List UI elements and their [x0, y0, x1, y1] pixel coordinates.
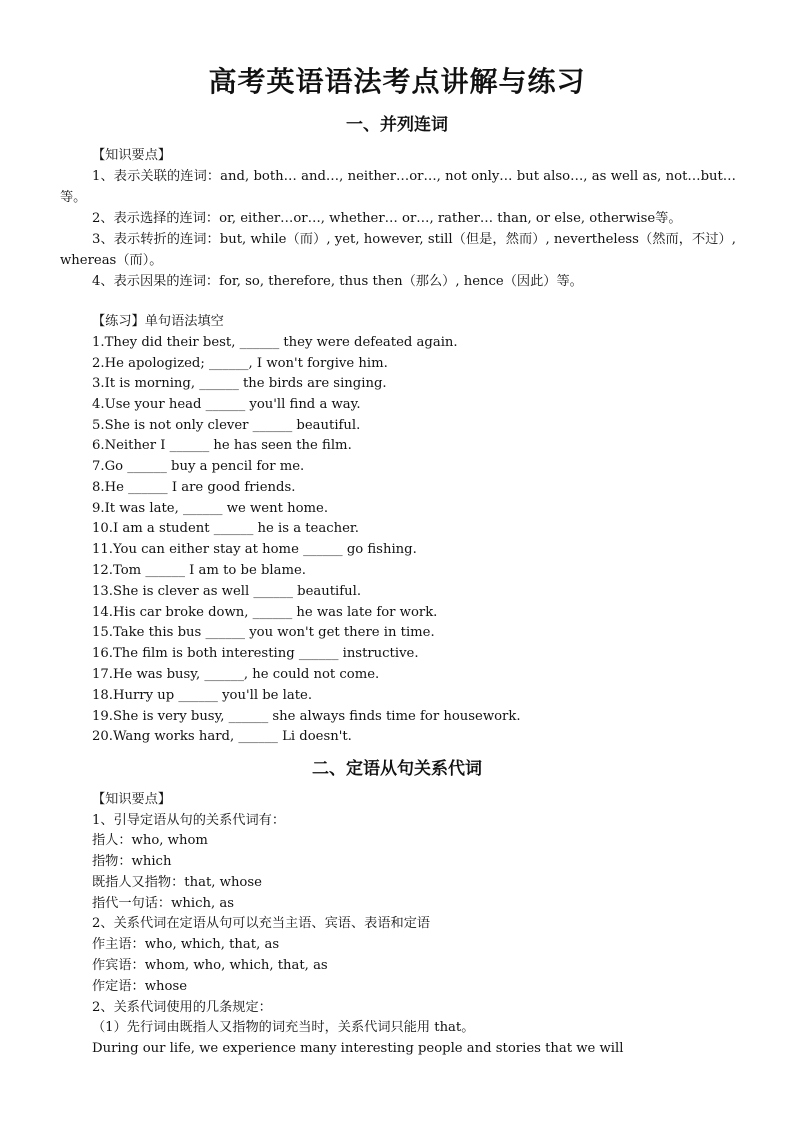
section-heading-relative-pronouns: 二、定语从句关系代词 — [312, 759, 482, 779]
exercise-item: 2.He apologized; ______, I won't forgive him. — [92, 356, 388, 371]
knowledge-point: 1、表示关联的连词：and, both… and…, neither…or…, not only… but also…, as well as, not…but…等。 — [60, 169, 736, 205]
knowledge-point: 3、表示转折的连词：but, while（而）, yet, however, still（但是，然而）, nevertheless（然而，不过）, whereas（而）。 — [60, 232, 736, 268]
exercise-item: 16.The film is both interesting ______ instructive. — [92, 646, 419, 661]
body-line: （1）先行词由既指人又指物的词充当时，关系代词只能用 that。 — [92, 1020, 475, 1035]
exercise-item: 20.Wang works hard, ______ Li doesn't. — [92, 729, 352, 744]
body-line: During our life, we experience many interesting people and stories that we will — [92, 1041, 624, 1056]
exercise-item: 14.His car broke down, ______ he was late for work. — [92, 605, 438, 620]
exercise-item: 15.Take this bus ______ you won't get there in time. — [92, 625, 435, 640]
body-line: 2、关系代词使用的几条规定： — [92, 1000, 272, 1015]
exercise-item: 5.She is not only clever ______ beautiful. — [92, 418, 361, 433]
document-title: 高考英语语法考点讲解与练习 — [208, 65, 586, 98]
exercise-item: 13.She is clever as well ______ beautiful. — [92, 584, 362, 599]
exercise-item: 7.Go ______ buy a pencil for me. — [92, 459, 305, 474]
body-line: 指物：which — [92, 854, 172, 869]
knowledge-points — [60, 166, 736, 292]
body-line: 2、关系代词在定语从句可以充当主语、宾语、表语和定语 — [92, 916, 431, 931]
exercise-item: 11.You can either stay at home ______ go fishing. — [92, 542, 417, 557]
exercise-item: 10.I am a student ______ he is a teacher. — [92, 521, 359, 536]
exercise-item: 4.Use your head ______ you'll find a way. — [92, 397, 361, 412]
body-line: 指人：who, whom — [92, 833, 208, 848]
exercise-item: 18.Hurry up ______ you'll be late. — [92, 688, 313, 703]
exercise-item: 17.He was busy, ______, he could not come. — [92, 667, 380, 682]
body-line: 指代一句话：which, as — [92, 896, 235, 911]
knowledge-point: 2、表示选择的连词：or, either…or…, whether… or…, rather… than, or else, otherwise等。 — [92, 211, 682, 226]
exercise-item: 19.She is very busy, ______ she always finds time for housework. — [92, 709, 521, 724]
exercise-item: 9.It was late, ______ we went home. — [92, 501, 329, 516]
section-heading-conjunctions: 一、并列连词 — [346, 115, 448, 135]
body-line: 作主语：who, which, that, as — [92, 937, 280, 952]
exercise-item: 6.Neither I ______ he has seen the film. — [92, 438, 352, 453]
exercise-item: 12.Tom ______ I am to be blame. — [92, 563, 306, 578]
exercise-item: 8.He ______ I are good friends. — [92, 480, 296, 495]
knowledge-point: 4、表示因果的连词：for, so, therefore, thus then（那么）, hence（因此）等。 — [92, 274, 583, 289]
knowledge-label: 【知识要点】 — [92, 148, 172, 163]
body-line: 作定语：whose — [92, 979, 188, 994]
body-line: 1、引导定语从句的关系代词有： — [92, 813, 286, 828]
body-line: 既指人又指物：that, whose — [92, 875, 262, 890]
exercise-item: 1.They did their best, ______ they were defeated again. — [92, 335, 458, 350]
exercise-label: 【练习】单句语法填空 — [92, 314, 224, 329]
body-line: 作宾语：whom, who, which, that, as — [92, 958, 328, 973]
exercise-item: 3.It is morning, ______ the birds are singing. — [92, 376, 387, 391]
knowledge-label: 【知识要点】 — [92, 792, 172, 807]
